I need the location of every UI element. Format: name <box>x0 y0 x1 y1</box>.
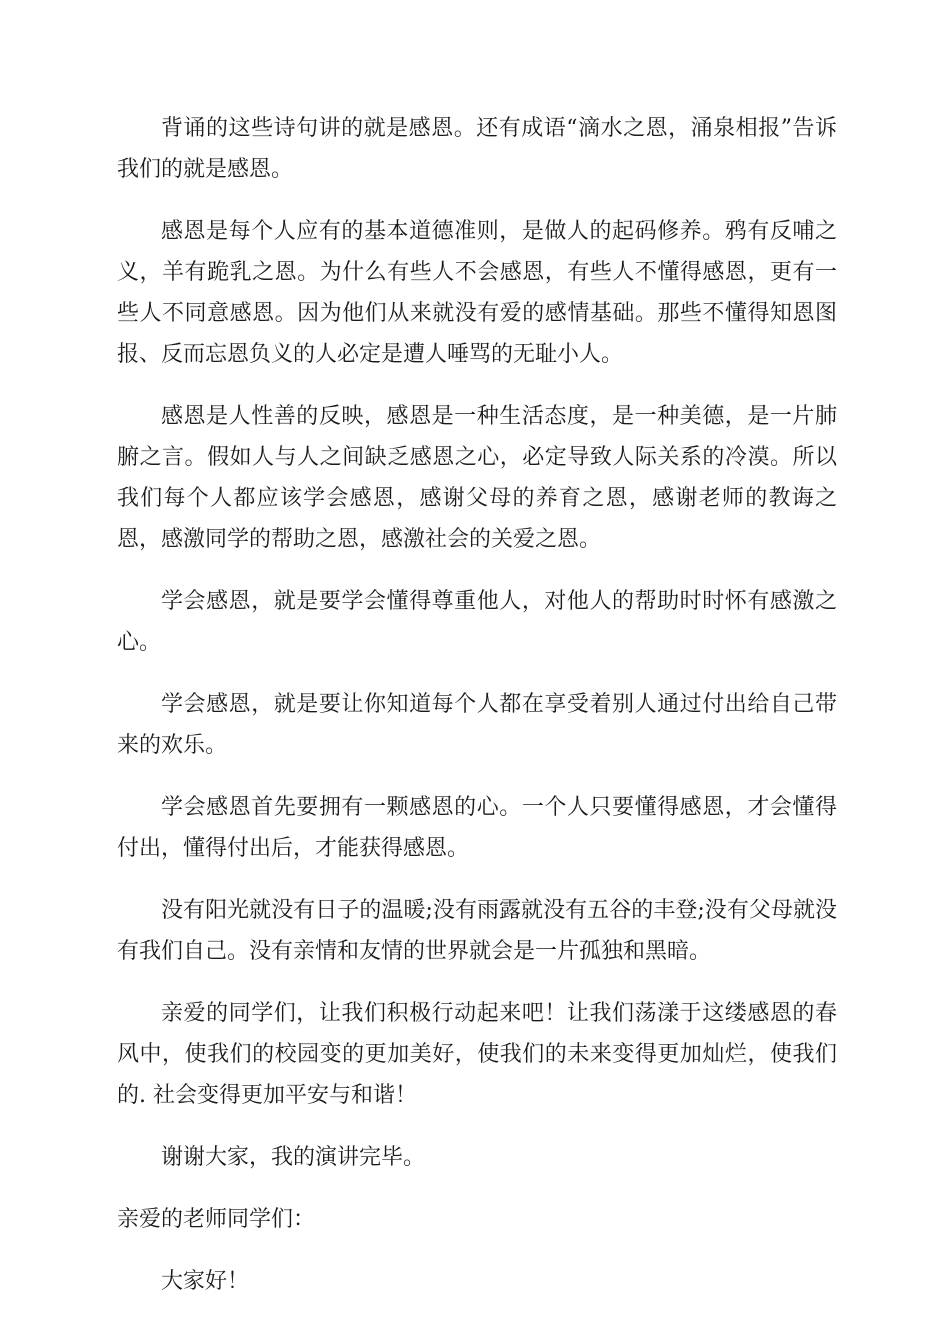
document-body <box>117 108 837 1323</box>
paragraph: 学会感恩，就是要学会懂得尊重他人，对他人的帮助时时怀有感激之心。 <box>117 589 837 655</box>
paragraph: 学会感恩，就是要让你知道每个人都在享受着别人通过付出给自己带来的欢乐。 <box>117 692 837 758</box>
paragraph: 背诵的这些诗句讲的就是感恩。还有成语“滴水之恩，涌泉相报”告诉我们的就是感恩。 <box>117 116 837 182</box>
paragraph: 学会感恩首先要拥有一颗感恩的心。一个人只要懂得感恩，才会懂得付出，懂得付出后，才能获得感恩。 <box>117 795 837 861</box>
paragraph: 没有阳光就没有日子的温暖;没有雨露就没有五谷的丰登;没有父母就没有我们自己。没有亲情和友情的世界就会是一片孤独和黑暗。 <box>117 898 837 964</box>
paragraph: 感恩是人性善的反映，感恩是一种生活态度，是一种美德，是一片肺腑之言。假如人与人之间缺乏感恩之心，必定导致人际关系的冷漠。所以我们每个人都应该学会感恩，感谢父母的养育之恩，感谢老师的教诲之恩，感激同学的帮助之恩，感激社会的关爱之恩。 <box>117 404 837 552</box>
paragraph: 亲爱的同学们，让我们积极行动起来吧！让我们荡漾于这缕感恩的春风中，使我们的校园变的更加美好，使我们的未来变得更加灿烂，使我们的. 社会变得更加平安与和谐！ <box>117 1001 837 1108</box>
paragraph: 感恩是每个人应有的基本道德准则，是做人的起码修养。鸦有反哺之义，羊有跪乳之恩。为什么有些人不会感恩，有些人不懂得感恩，更有一些人不同意感恩。因为他们从来就没有爱的感情基础。那些不懂得知恩图报、反而忘恩负义的人必定是遭人唾骂的无耻小人。 <box>117 219 837 367</box>
salutation: 亲爱的老师同学们： <box>117 1207 316 1232</box>
paragraph: 谢谢大家，我的演讲完毕。 <box>161 1145 426 1170</box>
greeting: 大家好！ <box>161 1269 250 1294</box>
